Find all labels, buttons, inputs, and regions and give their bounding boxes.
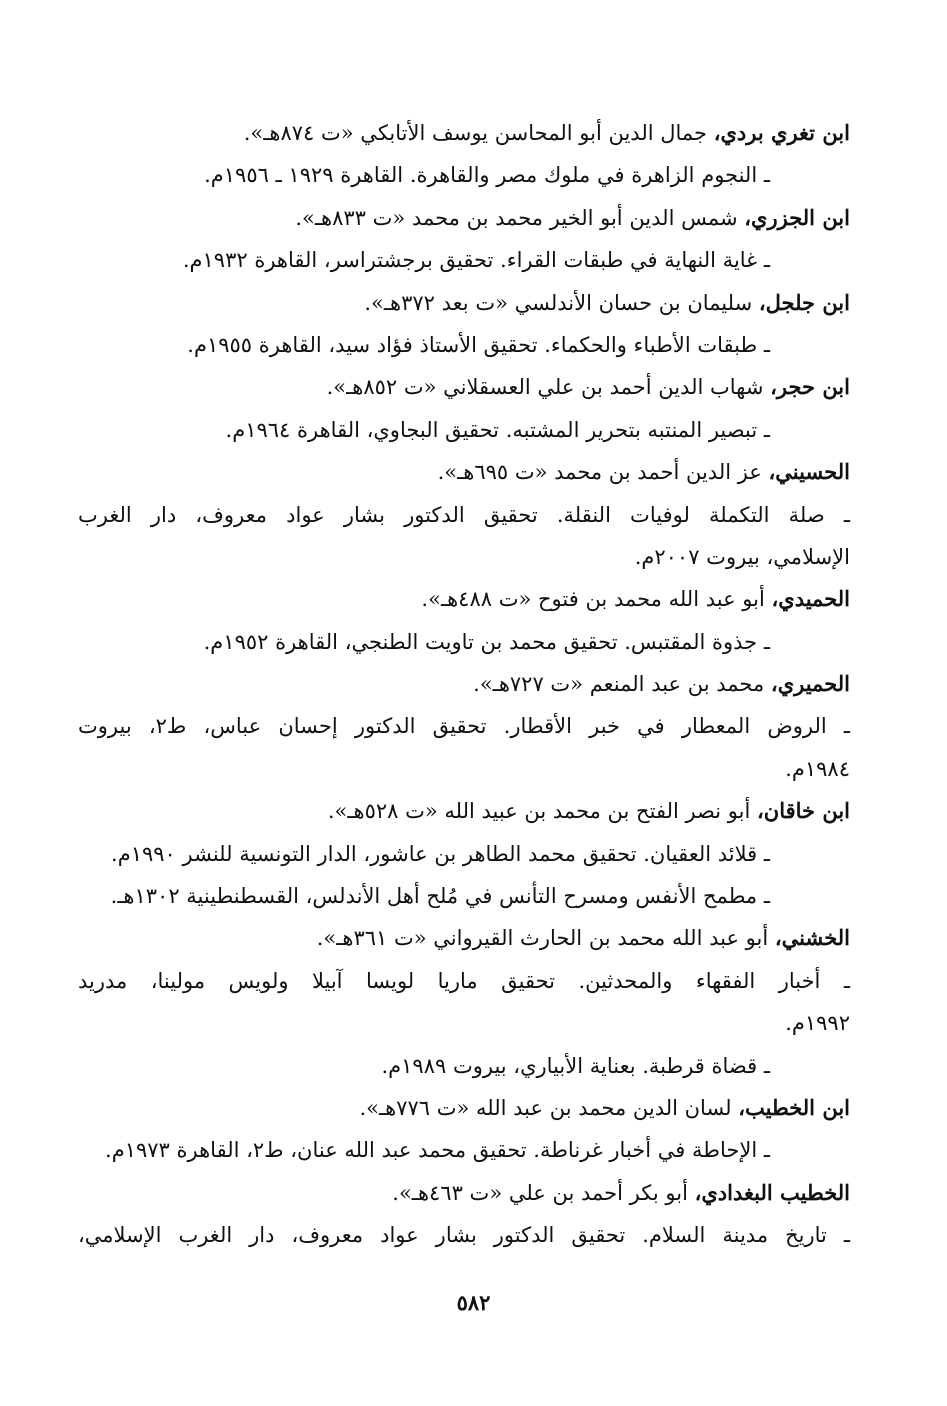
work-entry: ـ صلة التكملة لوفيات النقلة. تحقيق الدكتور بشار عواد معروف، دار الغرب [78, 502, 850, 527]
author-details: محمد بن عبد المنعم «ت ٧٢٧هـ». [473, 672, 771, 697]
author-entry [78, 112, 850, 154]
author-entry [78, 578, 850, 620]
work-entry: ـ قضاة قرطبة. بعناية الأبياري، بيروت ١٩٨٩م. [381, 1053, 770, 1078]
author-details: أبو عبد الله محمد بن فتوح «ت ٤٨٨هـ». [421, 587, 772, 612]
author-name: ابن جلجل، [758, 289, 850, 315]
work-entry: ـ الإحاطة في أخبار غرناطة. تحقيق محمد عبد الله عنان، ط٢، القاهرة ١٩٧٣م. [105, 1138, 770, 1163]
author-details: شمس الدين أبو الخير محمد بن محمد «ت ٨٣٣هـ». [295, 205, 745, 230]
author-entry [78, 197, 850, 239]
author-details: أبو عبد الله محمد بن الحارث القيرواني «ت ٣٦١هـ». [316, 926, 775, 951]
work-entry: ـ تاريخ مدينة السلام. تحقيق الدكتور بشار عواد معروف، دار الغرب الإسلامي، [78, 1223, 850, 1248]
author-details: شهاب الدين أحمد بن علي العسقلاني «ت ٨٥٢هـ». [326, 375, 771, 400]
work-entry-continuation: الإسلامي، بيروت ٢٠٠٧م. [634, 544, 850, 569]
work-entry: ـ أخبار الفقهاء والمحدثين. تحقيق ماريا لويسا آبيلا ولويس مولينا، مدريد [78, 968, 850, 993]
author-name: الحميدي، [771, 586, 850, 612]
author-name: الحميري، [770, 671, 850, 697]
page-number: ٥٨٢ [456, 1290, 491, 1315]
work-entry: ـ تبصير المنتبه بتحرير المشتبه. تحقيق البجاوي، القاهرة ١٩٦٤م. [225, 417, 770, 442]
work-entry: ـ غاية النهاية في طبقات القراء. تحقيق برجشتراسر، القاهرة ١٩٣٢م. [182, 248, 770, 273]
author-name: ابن الجزري، [744, 204, 850, 230]
author-entry [78, 790, 850, 832]
work-entry: ـ النجوم الزاهرة في ملوك مصر والقاهرة. القاهرة ١٩٢٩ ـ ١٩٥٦م. [204, 163, 770, 188]
author-entry [78, 282, 850, 324]
work-entry: ـ طبقات الأطباء والحكماء. تحقيق الأستاذ فؤاد سيد، القاهرة ١٩٥٥م. [187, 332, 770, 357]
bibliography-list [78, 112, 850, 1257]
work-entry: ـ الروض المعطار في خبر الأقطار. تحقيق الدكتور إحسان عباس، ط٢، بيروت [78, 714, 850, 739]
work-entry: ـ جذوة المقتبس. تحقيق محمد بن تاويت الطنجي، القاهرة ١٩٥٢م. [203, 629, 770, 654]
author-name: ابن الخطيب، [738, 1094, 850, 1120]
author-entry [78, 917, 850, 959]
author-details: أبو نصر الفتح بن محمد بن عبيد الله «ت ٥٢٨هـ». [327, 799, 757, 824]
author-name: الخطيب البغدادي، [694, 1179, 850, 1205]
author-name: ابن خاقان، [757, 798, 850, 824]
author-details: جمال الدين أبو المحاسن يوسف الأتابكي «ت ٨٧٤هـ». [243, 121, 714, 145]
author-entry [78, 451, 850, 493]
author-name: الحسيني، [768, 459, 850, 485]
author-details: سليمان بن حسان الأندلسي «ت بعد ٣٧٢هـ». [364, 290, 759, 315]
author-entry [78, 1087, 850, 1129]
work-entry-continuation: ١٩٨٤م. [785, 756, 850, 781]
author-entry [78, 1172, 850, 1214]
author-details: لسان الدين محمد بن عبد الله «ت ٧٧٦هـ». [359, 1095, 739, 1120]
author-details: عز الدين أحمد بن محمد «ت ٦٩٥هـ». [437, 460, 769, 485]
author-name: ابن حجر، [770, 374, 850, 400]
author-entry [78, 663, 850, 705]
author-name: ابن تغري بردي، [713, 120, 850, 145]
work-entry: ـ مطمح الأنفس ومسرح التأنس في مُلح أهل الأندلس، القسطنطينية ١٣٠٢هـ. [110, 884, 770, 909]
author-name: الخشني، [774, 925, 850, 951]
author-entry [78, 366, 850, 408]
work-entry-continuation: ١٩٩٢م. [785, 1011, 850, 1036]
work-entry: ـ قلائد العقيان. تحقيق محمد الطاهر بن عاشور، الدار التونسية للنشر ١٩٩٠م. [111, 841, 770, 866]
author-details: أبو بكر أحمد بن علي «ت ٤٦٣هـ». [392, 1180, 695, 1205]
